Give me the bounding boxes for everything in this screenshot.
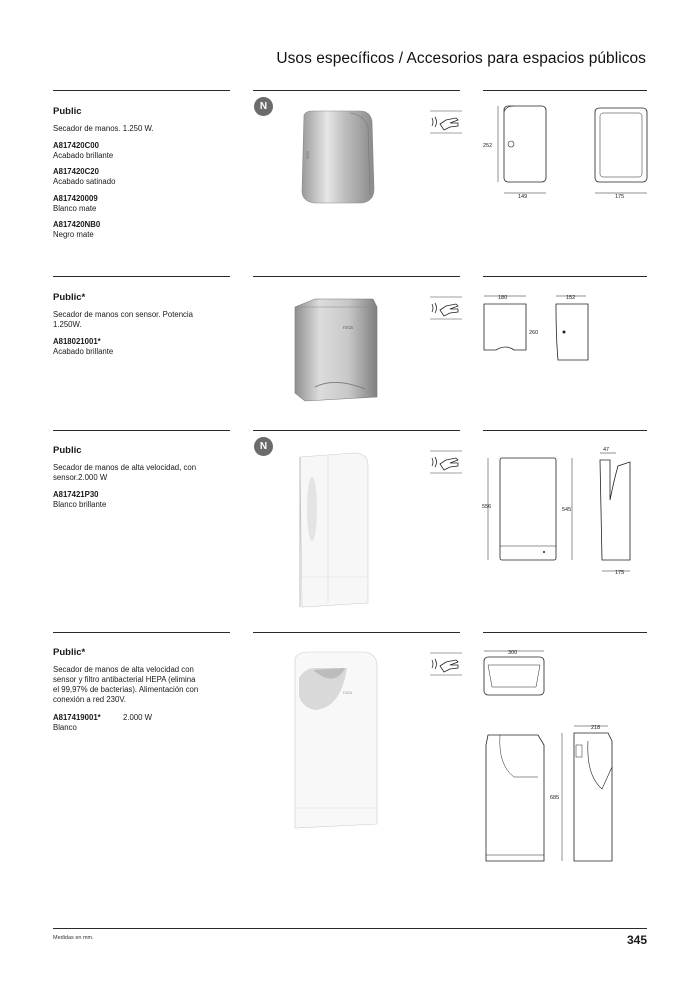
dim-label: 149	[518, 194, 528, 200]
technical-drawing-4	[478, 645, 658, 870]
product-description: sensor y filtro antibacterial HEPA (elimina	[53, 675, 196, 684]
product-code: A818021001*	[53, 337, 101, 346]
product-code: A817420C00	[53, 141, 99, 150]
dim-label: 252	[483, 143, 493, 149]
sensor-hand-icon	[428, 296, 464, 320]
section-divider	[253, 90, 460, 91]
dim-label: 545	[562, 507, 572, 513]
product-description: el 99,97% de bacterias). Alimentación con	[53, 685, 199, 694]
footer-divider	[53, 928, 647, 929]
product-description: Secador de manos de alta velocidad, con	[53, 463, 197, 472]
product-finish: Negro mate	[53, 230, 94, 239]
dim-label: 685	[550, 795, 560, 801]
high-speed-dryer-image	[288, 447, 383, 612]
dim-label: 556	[482, 504, 492, 510]
product-code: A817420009	[53, 194, 98, 203]
technical-drawing-3	[478, 440, 658, 580]
page-number: 345	[626, 933, 647, 947]
dim-label: 218	[591, 725, 601, 731]
dim-label: 47	[603, 447, 610, 453]
dim-label: 175	[615, 194, 625, 200]
product-code: A817420NB0	[53, 220, 101, 229]
product-name: Public*	[53, 647, 86, 658]
section-divider	[253, 632, 460, 633]
section-divider	[253, 276, 460, 277]
dim-label: 300	[508, 650, 518, 656]
product-name: Public	[53, 445, 82, 456]
svg-text:roca: roca	[343, 690, 352, 695]
product-finish: Acabado brillante	[53, 151, 114, 160]
product-finish: Blanco mate	[53, 204, 97, 213]
page-title: Usos específicos / Accesorios para espacios públicos	[276, 50, 646, 67]
product-description: sensor.2.000 W	[53, 473, 108, 482]
section-divider	[53, 276, 230, 277]
hand-dryer-sensor-image	[285, 293, 385, 408]
section-divider	[483, 632, 647, 633]
section-divider	[53, 632, 230, 633]
svg-text:roca: roca	[343, 325, 353, 331]
product-code: A817419001*	[53, 713, 101, 722]
dim-label: 152	[566, 295, 576, 301]
product-description: Secador de manos con sensor. Potencia	[53, 310, 193, 319]
product-finish: Acabado brillante	[53, 347, 114, 356]
section-divider	[483, 430, 647, 431]
new-badge: N	[254, 97, 273, 116]
sensor-hand-icon	[428, 450, 464, 474]
sensor-hand-icon	[428, 110, 464, 134]
product-name: Public*	[53, 292, 86, 303]
section-divider	[53, 430, 230, 431]
hand-dryer-steel-image	[290, 105, 380, 210]
product-description: 1.250W.	[53, 320, 82, 329]
product-finish: Blanco	[53, 723, 77, 732]
product-code: A817420C20	[53, 167, 99, 176]
hepa-dryer-image	[285, 648, 385, 833]
dim-label: 260	[529, 330, 539, 336]
technical-drawing-1	[478, 100, 658, 200]
section-divider	[53, 90, 230, 91]
footer-note: Medidas en mm.	[53, 935, 94, 941]
product-description: Secador de manos de alta velocidad con	[53, 665, 194, 674]
dim-label: 175	[615, 570, 625, 576]
product-description: Secador de manos. 1.250 W.	[53, 124, 154, 133]
dim-label: 180	[498, 295, 508, 301]
section-divider	[483, 90, 647, 91]
section-divider	[253, 430, 460, 431]
product-finish: Blanco brillante	[53, 500, 107, 509]
product-power: 2.000 W	[123, 713, 153, 722]
product-finish: Acabado satinado	[53, 177, 116, 186]
product-description: conexión a red 230V.	[53, 695, 126, 704]
product-name: Public	[53, 106, 82, 117]
section-divider	[483, 276, 647, 277]
new-badge: N	[254, 437, 273, 456]
sensor-hand-icon	[428, 652, 464, 676]
technical-drawing-2	[478, 288, 608, 368]
product-code: A817421P30	[53, 490, 99, 499]
